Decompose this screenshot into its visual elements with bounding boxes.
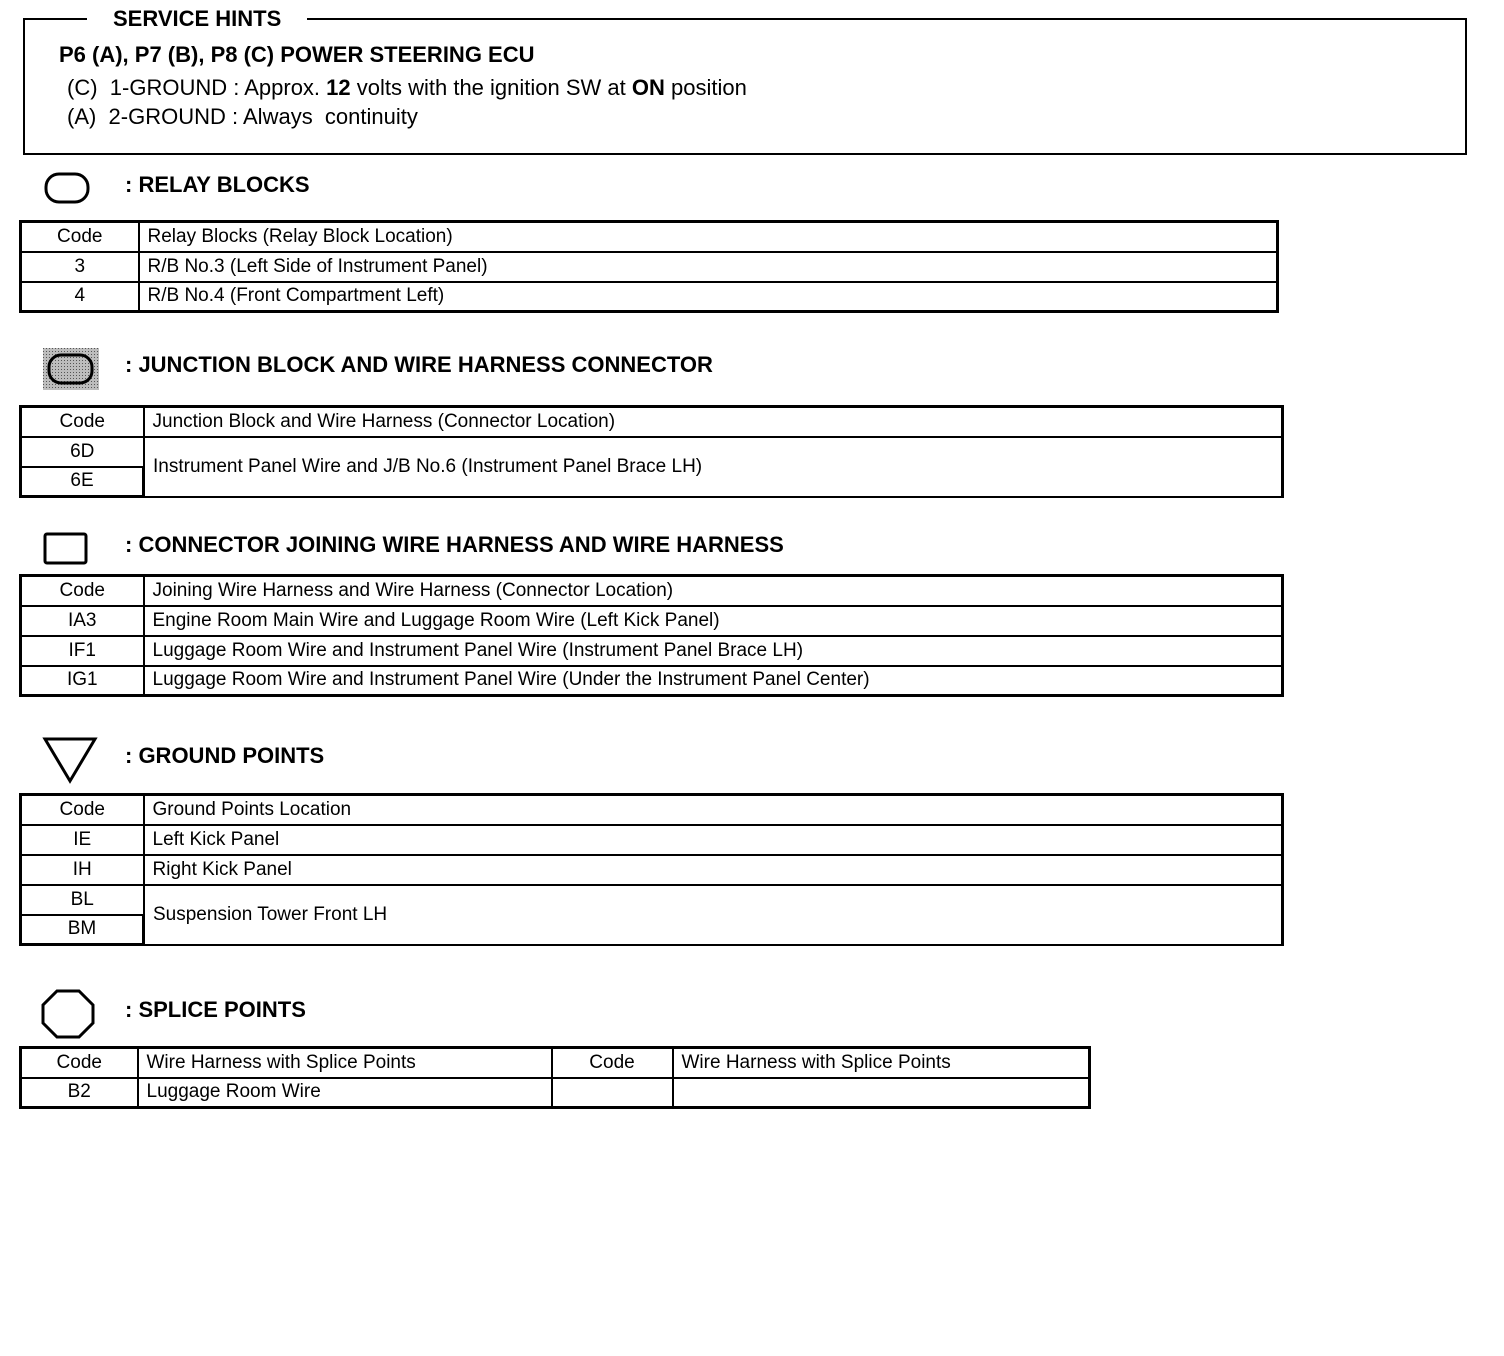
down-triangle-icon xyxy=(42,736,98,784)
table-row xyxy=(21,885,1283,915)
description-cell: Instrument Panel Wire and J/B No.6 (Instrument Panel Brace LH) xyxy=(144,437,1283,497)
table-row xyxy=(21,252,1278,282)
description-header: Wire Harness with Splice Points xyxy=(138,1048,552,1078)
table-header-row xyxy=(21,795,1283,825)
table-header-row xyxy=(21,576,1283,606)
code-header: Code xyxy=(21,795,144,825)
code-cell: B2 xyxy=(21,1078,138,1108)
description-cell: Engine Room Main Wire and Luggage Room Wire (Left Kick Panel) xyxy=(144,606,1283,636)
table-header-row xyxy=(21,407,1283,437)
code-header: Code xyxy=(21,1048,138,1078)
rounded-rectangle-icon xyxy=(44,172,90,204)
description-header: Wire Harness with Splice Points xyxy=(673,1048,1090,1078)
code-cell xyxy=(552,1078,673,1108)
ground-points-heading: : GROUND POINTS xyxy=(125,743,325,768)
table-header-row xyxy=(21,1048,1090,1078)
description-cell: Luggage Room Wire and Instrument Panel Wire (Instrument Panel Brace LH) xyxy=(144,636,1283,666)
description-header: Relay Blocks (Relay Block Location) xyxy=(139,222,1278,252)
table-row xyxy=(21,282,1278,312)
relay-blocks-table xyxy=(19,220,1279,313)
code-cell: 6D xyxy=(21,437,144,467)
table-header-row xyxy=(21,222,1278,252)
description-cell: Suspension Tower Front LH xyxy=(144,885,1283,945)
service-hints-title: SERVICE HINTS xyxy=(87,7,307,31)
code-cell: IA3 xyxy=(21,606,144,636)
junction-block-heading: : JUNCTION BLOCK AND WIRE HARNESS CONNECTOR xyxy=(125,352,713,377)
code-cell: BL xyxy=(21,885,144,915)
junction-block-table xyxy=(19,405,1284,498)
description-header: Ground Points Location xyxy=(144,795,1283,825)
description-cell: Left Kick Panel xyxy=(144,825,1283,855)
service-hint-line-2: (A) 2-GROUND : Always continuity xyxy=(67,104,418,129)
description-cell xyxy=(673,1078,1090,1108)
code-cell: 6E xyxy=(21,467,144,497)
shaded-rounded-rectangle-icon xyxy=(43,348,99,390)
code-header: Code xyxy=(21,222,139,252)
code-cell: 3 xyxy=(21,252,139,282)
table-row xyxy=(21,1078,1090,1108)
table-row xyxy=(21,437,1283,467)
code-cell: BM xyxy=(21,915,144,945)
splice-points-heading: : SPLICE POINTS xyxy=(125,997,306,1022)
splice-points-table xyxy=(19,1046,1091,1109)
connector-table xyxy=(19,574,1284,697)
description-header: Junction Block and Wire Harness (Connector Location) xyxy=(144,407,1283,437)
description-cell: R/B No.4 (Front Compartment Left) xyxy=(139,282,1278,312)
code-cell: IG1 xyxy=(21,666,144,696)
octagon-icon xyxy=(40,988,96,1040)
table-row xyxy=(21,855,1283,885)
code-cell: IE xyxy=(21,825,144,855)
connector-heading: : CONNECTOR JOINING WIRE HARNESS AND WIRE HARNESS xyxy=(125,532,784,557)
code-header: Code xyxy=(552,1048,673,1078)
table-row xyxy=(21,636,1283,666)
table-row xyxy=(21,825,1283,855)
description-cell: Right Kick Panel xyxy=(144,855,1283,885)
service-hints-box xyxy=(23,6,1467,155)
code-cell: IH xyxy=(21,855,144,885)
service-hints-heading: P6 (A), P7 (B), P8 (C) POWER STEERING ECU xyxy=(59,42,535,67)
description-header: Joining Wire Harness and Wire Harness (Connector Location) xyxy=(144,576,1283,606)
ground-points-table xyxy=(19,793,1284,946)
code-header: Code xyxy=(21,576,144,606)
description-cell: Luggage Room Wire and Instrument Panel Wire (Under the Instrument Panel Center) xyxy=(144,666,1283,696)
code-cell: IF1 xyxy=(21,636,144,666)
relay-blocks-heading: : RELAY BLOCKS xyxy=(125,172,310,197)
table-row xyxy=(21,666,1283,696)
code-header: Code xyxy=(21,407,144,437)
code-cell: 4 xyxy=(21,282,139,312)
table-row xyxy=(21,606,1283,636)
square-icon xyxy=(43,532,89,566)
service-hint-line-1: (C) 1-GROUND : Approx. 12 volts with the ignition SW at ON position xyxy=(67,75,747,100)
description-cell: Luggage Room Wire xyxy=(138,1078,552,1108)
description-cell: R/B No.3 (Left Side of Instrument Panel) xyxy=(139,252,1278,282)
